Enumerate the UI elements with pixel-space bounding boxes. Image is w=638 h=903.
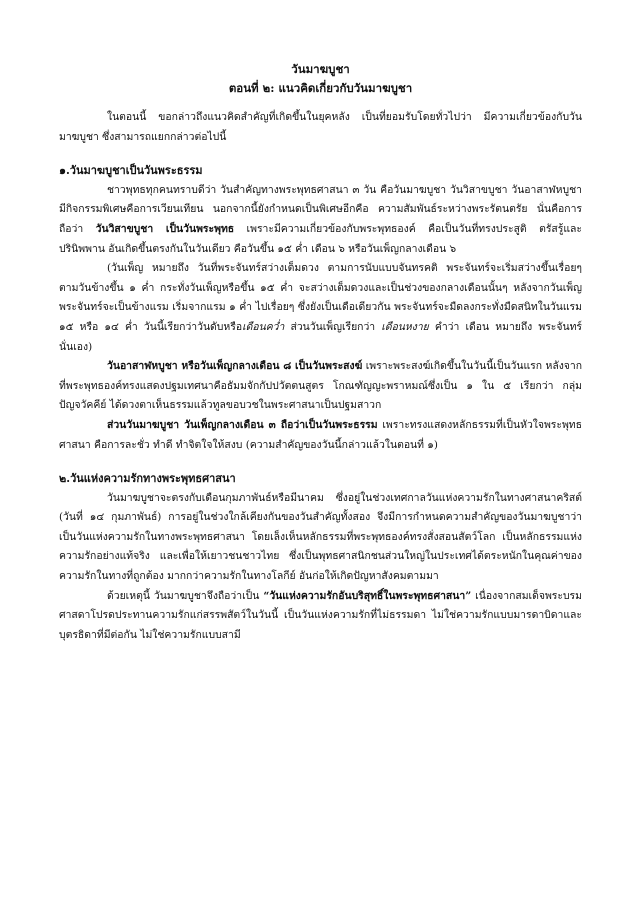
text-run: เนื่องจากสมเด็จพระบรมศาสดาโปรดประทานความรักแก่สรรพสัตว์ในวันนี้ เป็นวันแห่งความรักที่ไม่ธรรมดา ไม่ใช่ความรักแบบมารดาบิดาและบุตรธิดาที่มีต่อกัน ไม่ใช่ความรักแบบสามี	[59, 589, 582, 641]
emphasis-asalha: วันอาสาฬหบูชา หรือวันเพ็ญกลางเดือน ๘ เป็นวันพระสงฆ์	[107, 360, 363, 373]
section-1-paragraph-3	[59, 357, 582, 416]
text-run: เพราะพระสงฆ์เกิดขึ้นในวันนี้เป็นวันแรก หลังจากที่พระพุทธองค์ทรงแสดงปฐมเทศนาคือธัมมจักกัปปวัตตนสูตร โกณฑัญญะพราหมณ์ซึ่งเป็น ๑ ใน ๕ เรียกว่า กลุ่มปัญจวัคคีย์ ได้ดวงตาเห็นธรรมแล้วทูลขอบวชในพระศาสนาเป็นปฐมสาวก	[59, 360, 583, 412]
text-run: คำว่า เดือน หมายถึง พระจันทร์นั่นเอง)	[59, 320, 582, 353]
text-run: ชาวพุทธทุกคนทราบดีว่า วันสำคัญทางพระพุทธศาสนา ๓ วัน คือวันมาฆบูชา วันวิสาขบูชา วันอาสาฬหบูชา มีกิจกรรมพิเศษคือการเวียนเทียน นอกจากนี้ยังกำหนดเป็นพิเศษอีกคือ ความสัมพันธ์ระหว่างพระรัตนตรัย นั่นคือการถือว่า	[59, 183, 582, 235]
document-title: วันมาฆบูชา	[291, 62, 350, 76]
italic-term-waxing: เดือนหงาย	[381, 320, 429, 333]
text-run: เพราะทรงแสดงหลักธรรมที่เป็นหัวใจพระพุทธศาสนา คือการละชั่ว ทำดี ทำจิตใจให้สงบ (ความสำคัญของวันนี้กล่าวแล้วในตอนที่ ๑)	[59, 418, 582, 451]
text-run: (วันเพ็ญ หมายถึง วันที่พระจันทร์สว่างเต็มดวง ตามการนับแบบจันทรคติ พระจันทร์จะเริ่มสว่างขึ้นเรื่อยๆ ตามวันข้างขึ้น ๑ ค่ำ กระทั่งวันเพ็ญหรือขึ้น ๑๕ ค่ำ จะสว่างเต็มดวงและเป็นช่วงของกลางเดือนนั้นๆ หลังจากวันเพ็ญ พระจันทร์จะเป็นข้างแรม เริ่มจากแรม ๑ ค่ำ ไปเรื่อยๆ ซึ่งยังเป็นเดือเดียวกัน พระจันทร์จะมืดลงกระทั่งมืดสนิทในวันแรม ๑๕ หรือ ๑๔ ค่ำ วันนี้เรียกว่าวันดับหรือ	[59, 262, 582, 333]
text-run: ส่วนวันเพ็ญเรียกว่า	[284, 320, 382, 333]
text-run: ด้วยเหตุนี้ วันมาฆบูชาจึงถือว่าเป็น	[107, 589, 264, 602]
document-subtitle: ตอนที่ ๒: แนวคิดเกี่ยวกับวันมาฆบูชา	[228, 81, 413, 95]
section-1-paragraph-4	[59, 416, 582, 455]
section-1-heading: ๑.วันมาฆบูชาเป็นวันพระธรรม	[59, 164, 203, 178]
section-2-paragraph-1: วันมาฆบูชาจะตรงกับเดือนกุมภาพันธ์หรือมีนาคม ซึ่งอยู่ในช่วงเทศกาลวันแห่งความรักในทางศาสนาคริสต์ (วันที่ ๑๔ กุมภาพันธ์) การอยู่ในช่วงใกล้เคียงกันของวันสำคัญทั้งสอง จึงมีการกำหนดความสำคัญของวันมาฆบูชาว่า เป็นวันแห่งความรักในทางพระพุทธศาสนา โดยเล็งเห็นหลักธรรมที่พระพุทธองค์ทรงสั่งสอนสัตว์โลก เป็นหลักธรรมแห่งความรักอย่างแท้จริง และเพื่อให้เยาวชนชาวไทย ซึ่งเป็นพุทธศาสนิกชนส่วนใหญ่ในประเทศได้ตระหนักในคุณค่าของความรักในทางที่ถูกต้อง มากกว่าความรักในทางโลกีย์ อันก่อให้เกิดปัญหาสังคมตามมา	[59, 491, 582, 583]
section-1-paragraph-1	[59, 181, 582, 259]
intro-paragraph: ในตอนนี้ ขอกล่าวถึงแนวคิดสำคัญที่เกิดขึ้นในยุคหลัง เป็นที่ยอมรับโดยทั่วไปว่า มีความเกี่ยวข้องกับวันมาฆบูชา ซึ่งสามารถแยกกล่าวต่อไปนี้	[59, 111, 582, 143]
section-2-heading: ๒.วันแห่งความรักทางพระพุทธศาสนา	[59, 472, 236, 486]
emphasis-magha: ส่วนวันมาฆบูชา วันเพ็ญกลางเดือน ๓ ถือว่าเป็นวันพระธรรม	[107, 418, 378, 431]
text-run: เพราะมีความเกี่ยวข้องกับพระพุทธองค์ คือเป็นวันที่ทรงประสูติ ตรัสรู้และปรินิพพาน อันเกิดขึ้นตรงกันในวันเดียว คือวันขึ้น ๑๕ ค่ำ เดือน ๖ หรือวันเพ็ญกลางเดือน ๖	[59, 222, 582, 255]
section-2-paragraph-2	[59, 587, 582, 646]
emphasis-visakha: วันวิสาขบูชา เป็นวันพระพุทธ	[95, 222, 235, 235]
section-1-paragraph-2	[59, 259, 582, 357]
emphasis-love-day: “วันแห่งความรักอันบริสุทธิ์ในพระพุทธศาสนา”	[263, 589, 472, 602]
italic-term-waning: เดือนคว่ำ	[242, 320, 285, 333]
